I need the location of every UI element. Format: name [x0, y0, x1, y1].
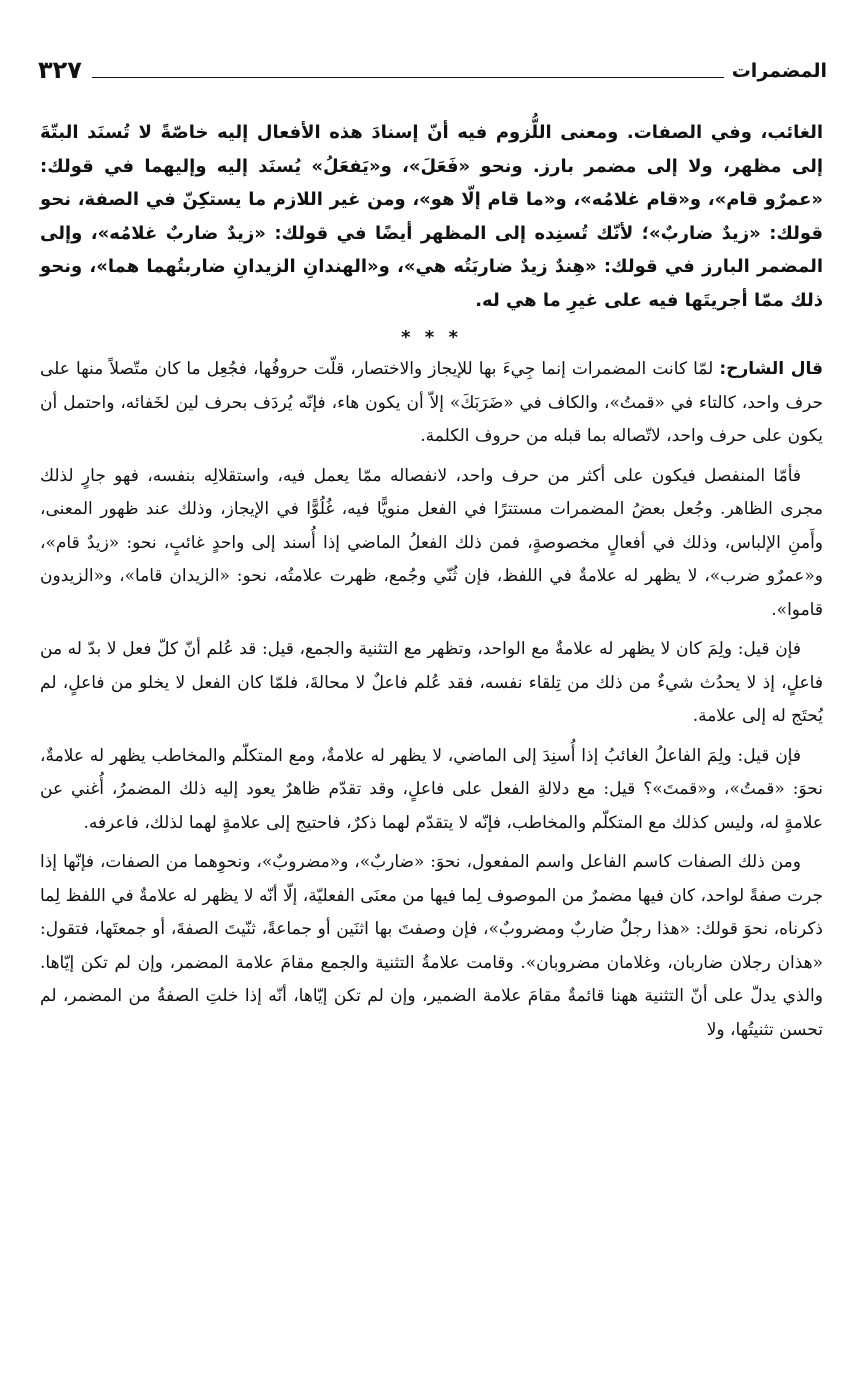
section-separator: * * * [401, 327, 462, 348]
page-number: ٣٢٧ [38, 56, 82, 84]
header-rule [92, 77, 724, 78]
commentary-paragraph: فإن قيل: ولِمَ الفاعلُ الغائبُ إذا أُسنِدَ إلى الماضي، لا يظهر له علامةٌ، ومع المتكلّم والمخاطب يظهر له علامةٌ، نحوَ: «قمتُ»، و«قمتَ»؟ قيل: مع دلالةِ الفعل على فاعلٍ، وقد تقدّم ظاهرٌ يعود إليه ذلك المضمرُ، أُغني عن علامةٍ له، وليس كذلك مع المتكلّم والمخاطب، فإنّه لا يتقدّم لهما ذكرٌ، فاحتيج إلى علامةٍ لهما لذلك، فاعرفه. [40, 745, 823, 833]
matn-paragraph: الغائب، وفي الصفات. ومعنى اللُّزوم فيه أنّ إسنادَ هذه الأفعال إليه خاصّةً لا تُسنَد البتّةَ إلى مظهر، ولا إلى مضمر بارز. ونحو «فَعَلَ»، و«يَفعَلُ» يُسنَد إليه وإليهما في قولك: «عمرٌو قام»، و«قام غلامُه»، و«ما قام إلّا هو»، ومن غير اللازم ما يستكِنّ في الصفة، نحو قولك: «زيدٌ ضاربٌ»؛ لأنّك تُسنِده إلى المظهر أيضًا في قولك: «زيدٌ ضاربٌ غلامُه»، وإلى المضمر البارز في قولك: «هِندٌ زيدٌ ضاربَتُه هي»، و«الهندانِ الزيدانِ ضاربتُهما هما»، ونحو ذلك ممّا أجريتَها فيه على غيرِ ما هي له. [40, 122, 823, 311]
commentary-text: لمّا كانت المضمرات إنما جِيءَ بها للإيجاز والاختصار، قلّت حروفُها، فجُعِل ما كان متّصلاً منها على حرف واحد، كالتاء في «قمتُ»، والكاف في «ضَرَبَكَ» إلاّ أن يكون هاء، فإنّه يُردَف بحرف لين لخَفائه، واحتمل أن يكون على حرف واحد، لاتّصاله بما قبله من حروف الكلمة. [40, 359, 823, 446]
commentary-paragraph: فأمّا المنفصل فيكون على أكثر من حرف واحد، لانفصاله ممّا يعمل فيه، واستقلالِه بنفسه، فهو جارٍ لذلك مجرى الظاهر. وجُعل بعضُ المضمرات مستترًا في الفعل منويًّا فيه، غُلُوًّا في الإيجاز، وذلك عند ظهور المعنى، وأَمنِ الإلباس، وذلك في أفعالٍ مخصوصةٍ، فمن ذلك الفعلُ الماضي إذا أُسند إلى واحدٍ غائبٍ، نحو: «زيدٌ قام»، و«عمرٌو ضرب»، لا يظهر له علامةٌ في اللفظ، فإن ثُنّي وجُمع، ظهرت علامتُه، نحو: «الزيدان قاما»، و«الزيدون قاموا». [40, 465, 824, 620]
running-title: المضمرات [731, 60, 827, 82]
running-header [38, 52, 827, 84]
commentary-paragraph: فإن قيل: ولِمَ كان لا يظهر له علامةٌ مع الواحد، وتظهر مع التثنية والجمع، قيل: قد عُلم أنّ كلّ فعل لا بدّ له من فاعلٍ، إذ لا يحدُث شيءٌ من ذلك من تِلقاء نفسه، فقد عُلم فاعلٌ لا محالةَ، فلمّا كان الفعل لا يخلو من فاعلٍ، لم يُحتَج له إلى علامة. [40, 639, 823, 726]
commentary-paragraph: ومن ذلك الصفات كاسم الفاعل واسم المفعول، نحوَ: «ضاربٌ»، و«مضروبٌ»، ونحوِهما من الصفات، فإنّها إذا جرت صفةً لواحد، كان فيها مضمرٌ من الموصوف لِما فيها من معنَى الفعليّة، إلّا أنّه لا يظهر له علامةٌ في اللفظ لِما ذكرناه، نحوَ قولك: «هذا رجلٌ ضاربٌ ومضروبٌ»، فإن وصفتَ بها اثنَين أو جماعةً، ثنّيتَ الصفةَ، أو جمعتَها، فتقول: «هذان رجلان ضاربان، وغلامان مضروبان». وقامت علامةُ التثنية والجمع مقامَ علامة المضمر، وإن لم تكن إيّاها. والذي يدلّ على أنّ التثنية ههنا قائمةٌ مقامَ علامة الضمير، وإن لم تكن إيّاها، أنّه إذا خلتِ الصفةُ من المضمر، لم تحسن تثنيتُها، ولا [40, 852, 823, 1040]
commentary-paragraph [40, 353, 823, 454]
commentator-label: قال الشارح: [719, 359, 823, 379]
page-content [40, 116, 823, 1053]
